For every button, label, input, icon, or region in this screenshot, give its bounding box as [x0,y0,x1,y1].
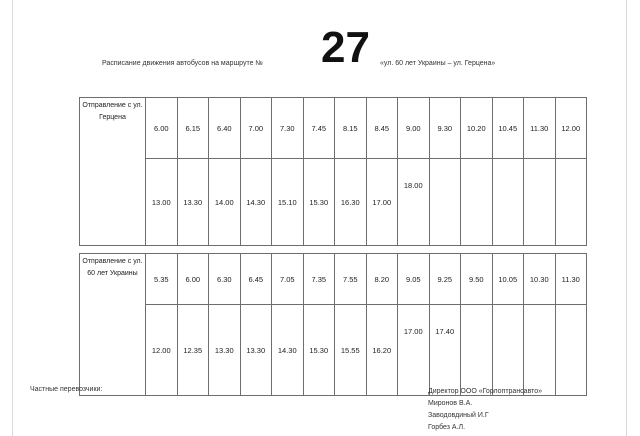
schedule-table-gertsena [79,97,587,246]
departure-label-text: Отправление с ул. 60 лет Украины [82,258,143,277]
departure-time [524,305,556,396]
departure-time: 17.40 [429,305,461,396]
departure-time: 15.30 [303,159,335,246]
departure-time: 6.15 [177,98,209,159]
table-row [80,305,587,396]
departure-time [492,159,524,246]
departure-time: 17.00 [366,159,398,246]
departure-time: 11.30 [524,98,556,159]
departure-time: 6.00 [177,254,209,305]
departure-time: 7.00 [240,98,272,159]
departure-time: 10.20 [461,98,493,159]
departure-time [429,159,461,246]
departure-time: 13.30 [209,305,241,396]
departure-time: 7.30 [272,98,304,159]
departure-time: 12.00 [555,98,587,159]
departure-time: 12.00 [146,305,178,396]
departure-time: 8.45 [366,98,398,159]
departure-time: 6.00 [146,98,178,159]
departure-time [555,305,587,396]
departure-time: 13.00 [146,159,178,246]
table-row [80,98,587,159]
departure-time: 14.30 [240,159,272,246]
page-edge-right [626,0,627,436]
departure-label [80,254,146,396]
table-row [80,254,587,305]
departure-time [555,159,587,246]
departure-label [80,98,146,246]
departure-time: 12.35 [177,305,209,396]
private-carriers-label: Частные перевозчики: [30,386,103,393]
departure-time: 18.00 [398,159,430,246]
departure-time: 7.35 [303,254,335,305]
departure-time [492,305,524,396]
departure-time [461,159,493,246]
departure-time: 13.30 [240,305,272,396]
departure-time: 8.20 [366,254,398,305]
departure-time: 10.30 [524,254,556,305]
heading-prefix: Расписание движения автобусов на маршруте № [102,60,263,67]
departure-time: 9.30 [429,98,461,159]
signatory-line: Заводовдиный И.Г [428,412,489,419]
departure-time [524,159,556,246]
table-row [80,159,587,246]
signatory-line: Миронов В.А. [428,400,473,407]
departure-time: 8.15 [335,98,367,159]
departure-time: 6.30 [209,254,241,305]
departure-time: 9.00 [398,98,430,159]
departure-time: 14.00 [209,159,241,246]
departure-time: 17.00 [398,305,430,396]
departure-time: 11.30 [555,254,587,305]
signatory-line: Директор ООО «Горлоптрансавто» [428,388,543,395]
departure-time: 10.05 [492,254,524,305]
route-number: 27 [321,23,370,72]
schedule-table-60-let-ukrainy [79,253,587,396]
departure-time: 14.30 [272,305,304,396]
departure-time: 15.30 [303,305,335,396]
heading-route-name: «ул. 60 лет Украины – ул. Герцена» [380,60,496,67]
signatories [428,386,542,434]
page-edge-left [12,0,13,436]
signatory-line: Горбез А.Л. [428,424,466,431]
departure-time: 9.50 [461,254,493,305]
departure-time: 6.45 [240,254,272,305]
departure-time: 5.35 [146,254,178,305]
departure-time: 15.10 [272,159,304,246]
departure-time: 15.55 [335,305,367,396]
departure-time: 7.05 [272,254,304,305]
departure-time: 7.55 [335,254,367,305]
departure-time: 9.25 [429,254,461,305]
departure-time: 16.30 [335,159,367,246]
departure-time [461,305,493,396]
departure-time: 16.20 [366,305,398,396]
departure-time: 6.40 [209,98,241,159]
departure-label-text: Отправление с ул. Герцена [82,102,143,121]
schedule-heading [100,22,560,82]
departure-time: 13.30 [177,159,209,246]
departure-time: 10.45 [492,98,524,159]
departure-time: 7.45 [303,98,335,159]
departure-time: 9.05 [398,254,430,305]
